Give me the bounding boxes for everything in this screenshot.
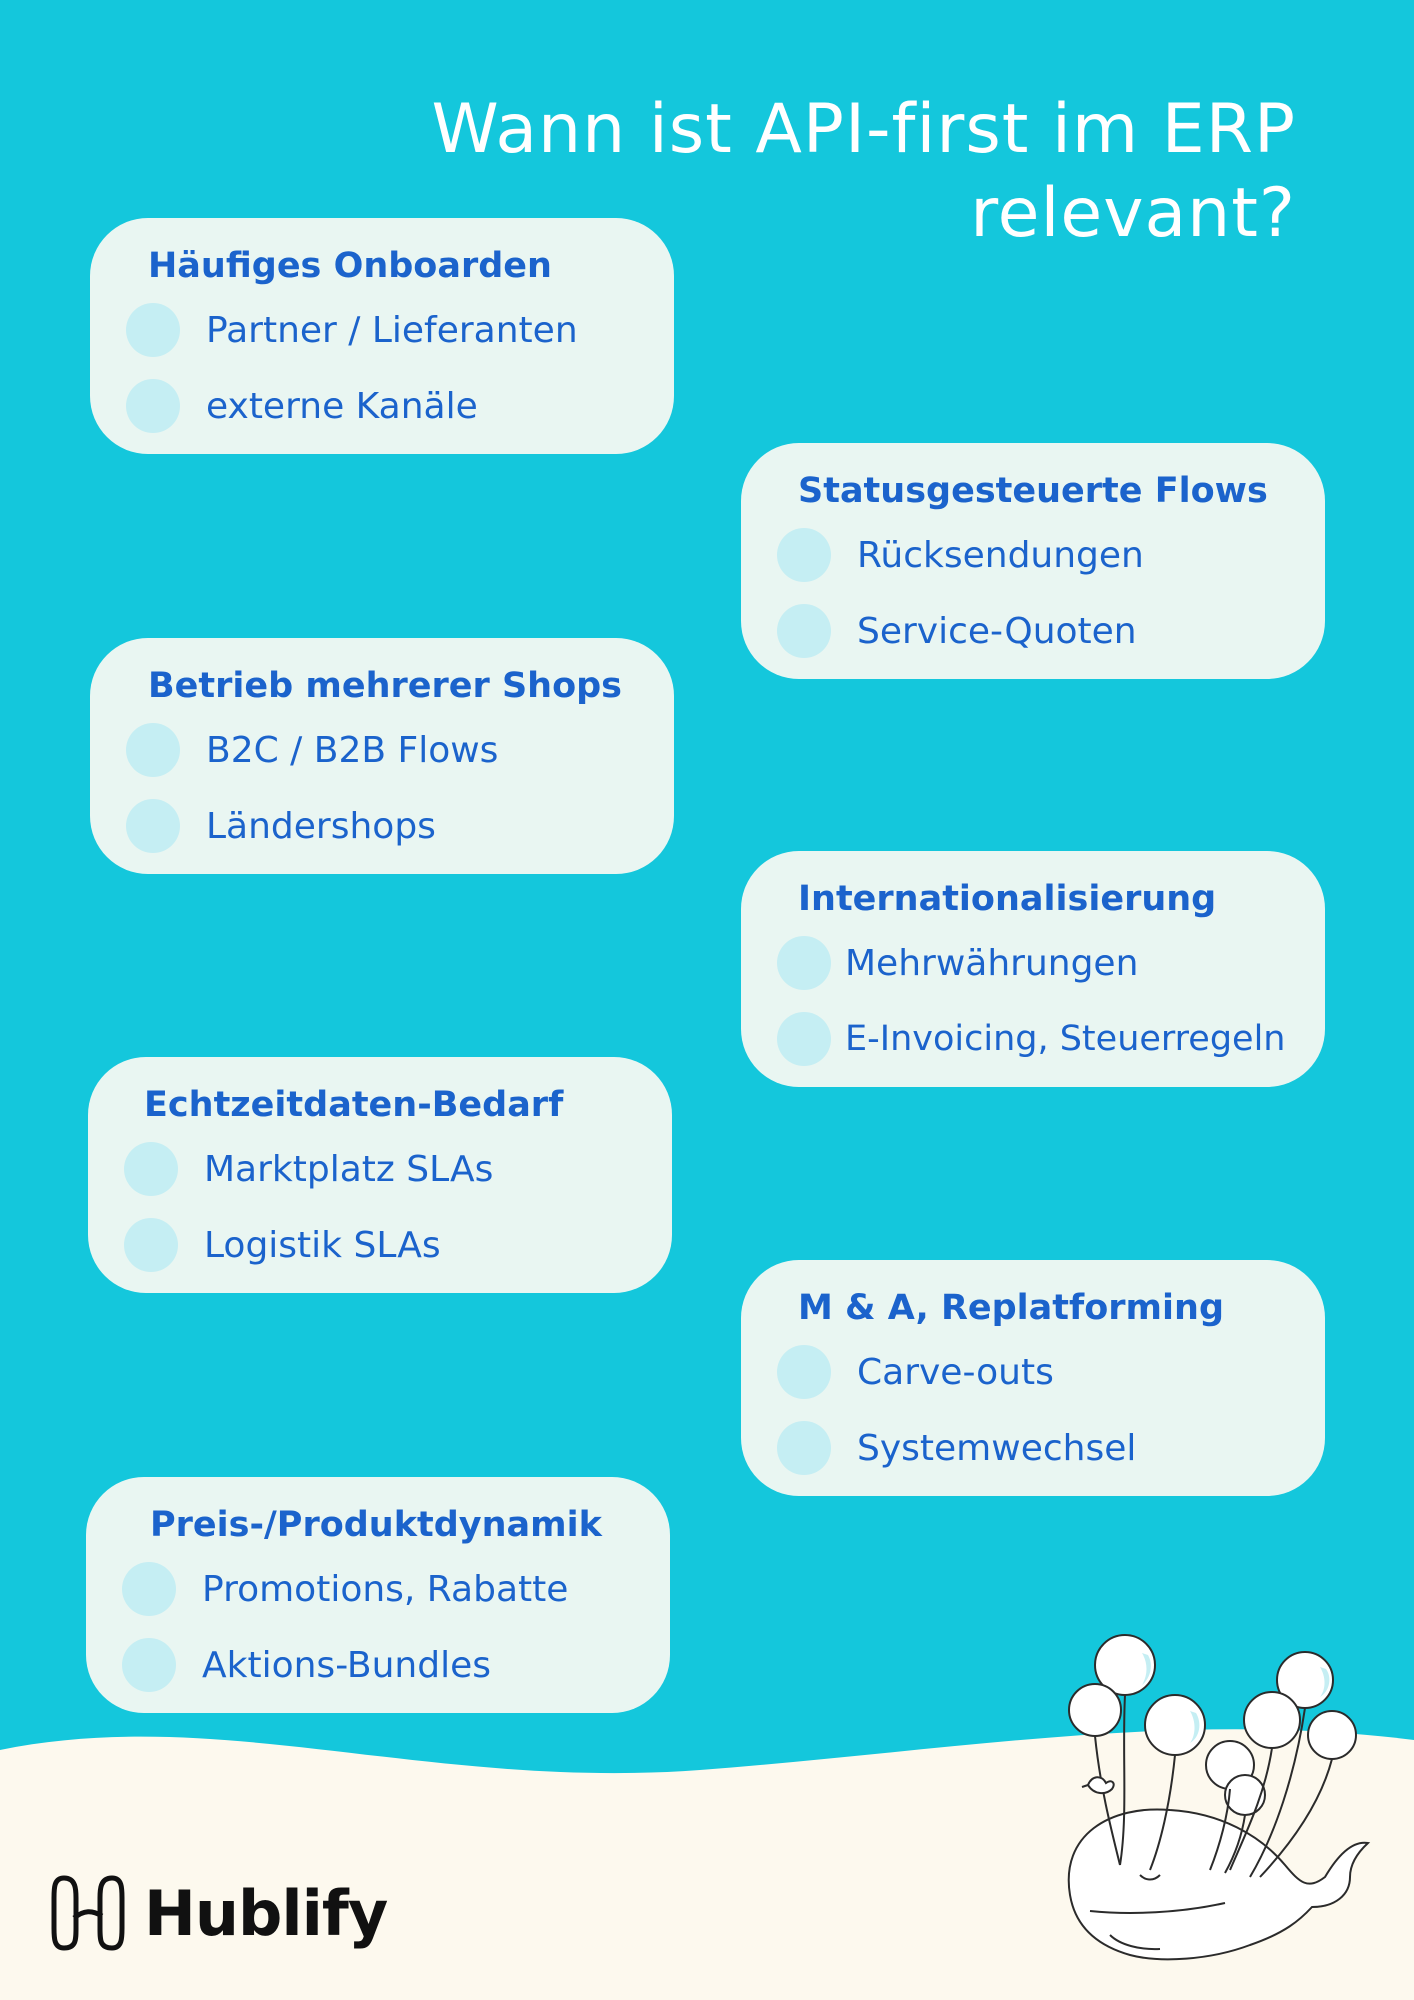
card-price-dynamics [86,1477,670,1713]
list-item [124,1141,493,1197]
item-label: Service-Quoten [857,610,1137,652]
card-ma-replatforming [741,1260,1325,1496]
bullet-dot-icon [122,1638,176,1692]
bullet-dot-icon [777,1345,831,1399]
card-heading: Betrieb mehrerer Shops [148,666,623,706]
bullet-dot-icon [777,528,831,582]
card-heading: Internationalisierung [798,879,1217,919]
bullet-dot-icon [777,1012,831,1066]
list-item [777,1420,1136,1476]
bullet-dot-icon [777,1421,831,1475]
whale-with-balloons-icon [1050,1615,1380,1970]
card-status-flows [741,443,1325,679]
item-label: Logistik SLAs [204,1224,441,1266]
card-heading: M & A, Replatforming [798,1288,1224,1328]
card-internationalization [741,851,1325,1087]
list-item [126,378,478,434]
list-item [777,527,1144,583]
list-item [122,1561,568,1617]
page-title: Wann ist API-first im ERP relevant? [431,90,1296,253]
item-label: Promotions, Rabatte [202,1568,569,1610]
item-label: Carve-outs [857,1351,1054,1393]
bullet-dot-icon [777,604,831,658]
card-onboarding [90,218,674,454]
card-heading: Häufiges Onboarden [148,246,552,286]
list-item [777,1344,1054,1400]
item-label: Rücksendungen [857,534,1144,576]
brand-name: Hublify [144,1876,388,1950]
list-item [126,302,578,358]
item-label: externe Kanäle [206,385,478,427]
item-label: E-Invoicing, Steuerregeln [845,1019,1286,1059]
item-label: Systemwechsel [857,1427,1137,1469]
card-heading: Statusgesteuerte Flows [798,471,1268,511]
bullet-dot-icon [124,1218,178,1272]
card-heading: Preis-/Produktdynamik [150,1505,602,1545]
list-item [126,798,436,854]
item-label: Aktions-Bundles [202,1644,491,1686]
list-item [777,1011,1286,1067]
card-multi-shop [90,638,674,874]
card-realtime-data [88,1057,672,1293]
item-label: B2C / B2B Flows [206,729,499,771]
card-heading: Echtzeitdaten-Bedarf [144,1085,564,1125]
bullet-dot-icon [122,1562,176,1616]
bullet-dot-icon [124,1142,178,1196]
bullet-dot-icon [126,379,180,433]
bullet-dot-icon [126,799,180,853]
item-label: Partner / Lieferanten [206,309,578,351]
list-item [126,722,498,778]
list-item [777,935,1138,991]
list-item [777,603,1137,659]
list-item [124,1217,441,1273]
hublify-logo-icon [50,1870,126,1956]
bullet-dot-icon [126,303,180,357]
list-item [122,1637,491,1693]
bullet-dot-icon [126,723,180,777]
bullet-dot-icon [777,936,831,990]
item-label: Marktplatz SLAs [204,1148,494,1190]
brand-logo [50,1870,387,1956]
item-label: Ländershops [206,805,436,847]
item-label: Mehrwährungen [845,942,1139,984]
